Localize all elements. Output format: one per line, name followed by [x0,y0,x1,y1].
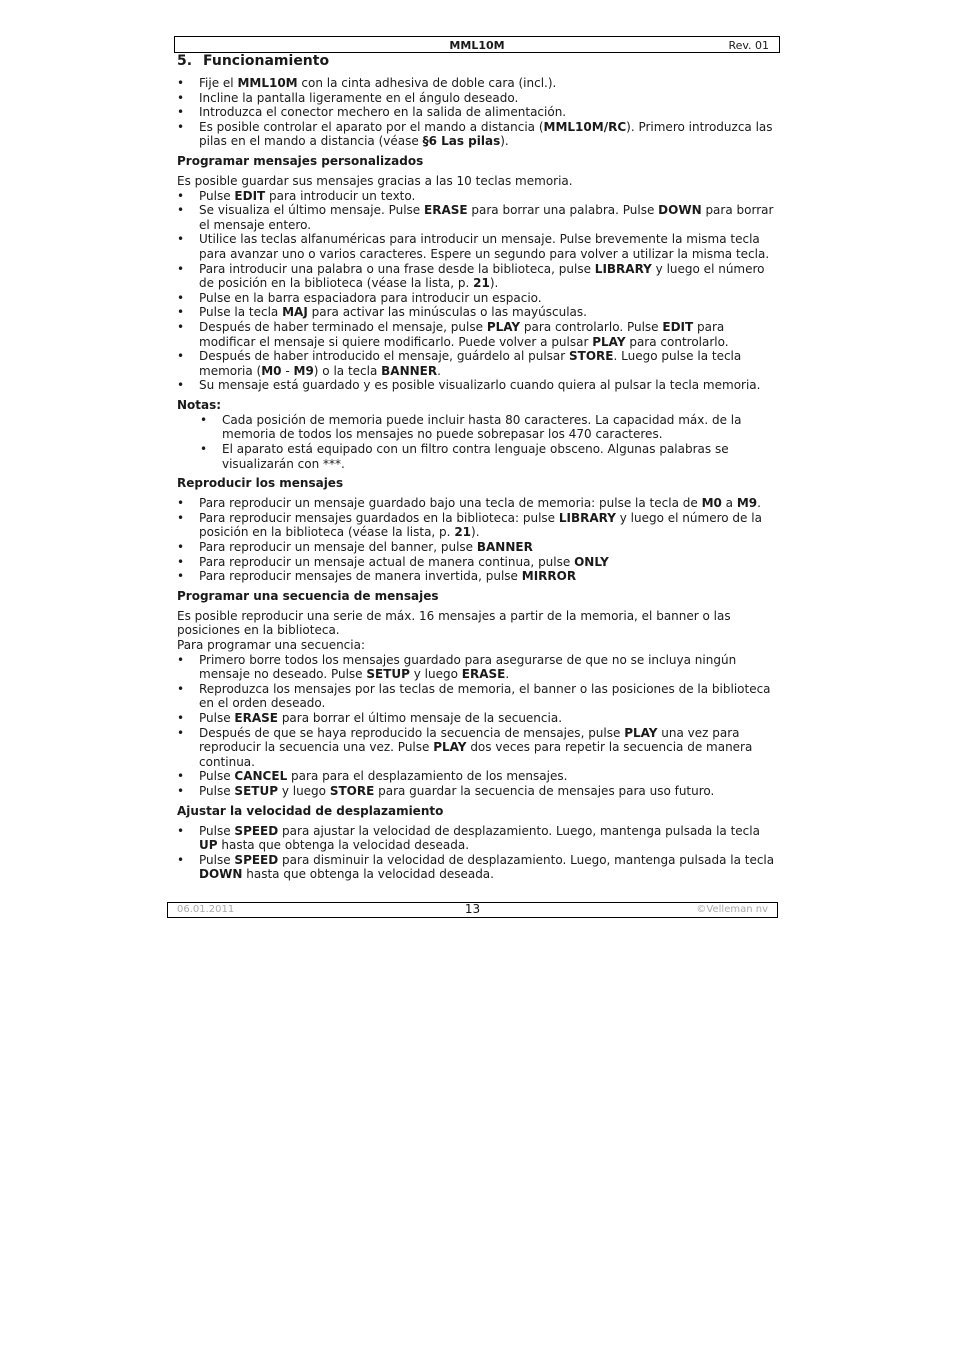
key-term: EDIT [662,319,694,334]
list-item: • Para introducir una palabra o una frase desde la biblioteca, pulse LIBRARY y luego el número de posición en la biblioteca (véase la lista, p. 21). [177,262,777,291]
page-header [174,36,780,53]
list-item: • Pulse la tecla MAJ para activar las minúsculas o las mayúsculas. [177,305,777,320]
key-term: SETUP [234,783,278,798]
key-term: M9 [736,496,758,511]
key-term: MML10M [237,76,298,90]
key-term: ERASE [424,203,468,218]
section-number: 5. [177,53,193,69]
notes-list [177,413,777,471]
key-term: PLAY [624,725,658,740]
key-term: 21 [473,276,490,291]
list-item: • Pulse SPEED para disminuir la velocidad de desplazamiento. Luego, mantenga pulsada la tecla DOWN hasta que obtenga la velocidad deseada. [177,853,777,882]
list-item: • Para reproducir un mensaje del banner, pulse BANNER [177,540,777,555]
intro-list [177,76,777,149]
key-term: SETUP [366,667,410,682]
key-term: SPEED [234,823,279,838]
heading-playback: Reproducir los mensajes [177,476,344,491]
page-content [177,53,777,882]
key-term: STORE [329,783,375,798]
list-item: • Pulse EDIT para introducir un texto. [177,189,777,204]
heading-sequence: Programar una secuencia de mensajes [177,588,439,603]
section-title-text: Funcionamiento [203,53,330,69]
sequence-list [177,653,777,799]
key-term: DOWN [658,203,702,218]
key-term: MIRROR [521,569,577,584]
key-term: PLAY [592,334,626,349]
key-term: STORE [569,349,614,364]
list-item: • Para reproducir mensajes guardados en la biblioteca: pulse LIBRARY y luego el número de la posición en la biblioteca (véase la lista, p. 21). [177,511,777,540]
list-item: • El aparato está equipado con un filtro contra lenguaje obsceno. Algunas palabras se visualizarán con ***. [200,442,777,471]
key-term: M0 [701,496,722,511]
footer-date: 06.01.2011 [177,904,235,915]
list-item: • Se visualiza el último mensaje. Pulse ERASE para borrar una palabra. Pulse DOWN para borrar el mensaje entero. [177,203,777,232]
list-item: • Pulse SETUP y luego STORE para guardar la secuencia de mensajes para uso futuro. [177,784,777,799]
section-title [177,53,777,70]
key-term: M9 [293,363,314,378]
key-term: LIBRARY [558,510,616,525]
list-item: • Pulse ERASE para borrar el último mensaje de la secuencia. [177,711,777,726]
list-item: • Reproduzca los mensajes por las teclas de memoria, el banner o las posiciones de la biblioteca en el orden deseado. [177,682,777,711]
header-revision: Rev. 01 [728,39,769,52]
playback-list [177,496,777,584]
key-term: PLAY [486,319,521,334]
key-term: ERASE [461,667,506,682]
key-term: 21 [454,525,472,540]
list-item: • Pulse en la barra espaciadora para introducir un espacio. [177,291,777,306]
heading-program: Programar mensajes personalizados [177,153,424,168]
key-term: BANNER [476,540,533,555]
page-number: 13 [464,902,481,916]
list-item: • Utilice las teclas alfanuméricas para introducir un mensaje. Pulse brevemente la misma tecla para avanzar uno o varios caracteres. Espere un segundo para volver a utilizar la misma tecla. [177,232,777,261]
speed-list [177,824,777,882]
list-item: • Después de que se haya reproducido la secuencia de mensajes, pulse PLAY una vez para reproducir la secuencia una vez. Pulse PLAY dos veces para repetir la secuencia de manera continua. [177,726,777,770]
list-item: • Pulse CANCEL para para el desplazamiento de los mensajes. [177,769,777,784]
key-term: BANNER [381,363,438,378]
key-term: ONLY [574,554,609,569]
key-term: §6 Las pilas [422,134,501,149]
key-term: MAJ [282,305,308,320]
key-term: MML10M/RC [543,119,627,134]
list-item: • Para reproducir un mensaje guardado bajo una tecla de memoria: pulse la tecla de M0 a M9. [177,496,777,511]
list-item: • Para reproducir mensajes de manera invertida, pulse MIRROR [177,569,777,584]
list-item: • Primero borre todos los mensajes guardado para asegurarse de que no se incluya ningún mensaje no deseado. Pulse SETUP y luego ERASE. [177,653,777,682]
sequence-intro-2: Para programar una secuencia: [177,638,366,652]
list-item: • Es posible controlar el aparato por el mando a distancia (MML10M/RC). Primero introduzca las pilas en el mando a distancia (véase §6 Las pilas). [177,120,777,149]
key-term: UP [199,838,218,853]
key-term: CANCEL [234,769,288,784]
page-footer [167,902,778,918]
key-term: LIBRARY [594,261,652,276]
key-term: M0 [261,363,282,378]
list-item: • Introduzca el conector mechero en la salida de alimentación. [177,105,777,120]
key-term: PLAY [433,740,467,755]
program-list [177,189,777,393]
list-item: • Pulse SPEED para ajustar la velocidad de desplazamiento. Luego, mantenga pulsada la tecla UP hasta que obtenga la velocidad deseada. [177,824,777,853]
list-item: • Para reproducir un mensaje actual de manera continua, pulse ONLY [177,555,777,570]
list-item: • Cada posición de memoria puede incluir hasta 80 caracteres. La capacidad máx. de la memoria de todos los mensajes no puede sobrepasar los 470 caracteres. [200,413,777,442]
list-item: • Su mensaje está guardado y es posible visualizarlo cuando quiera al pulsar la tecla memoria. [177,378,777,393]
key-term: EDIT [234,188,266,203]
key-term: DOWN [199,867,243,882]
notes-label: Notas: [177,397,222,412]
heading-speed: Ajustar la velocidad de desplazamiento [177,803,444,818]
list-item: • Después de haber terminado el mensaje, pulse PLAY para controlarlo. Pulse EDIT para modificar el mensaje si quiere modificarlo. Puede volver a pulsar PLAY para controlarlo. [177,320,777,349]
key-term: SPEED [234,852,279,867]
key-term: ERASE [234,710,278,725]
list-item: • Incline la pantalla ligeramente en el ángulo deseado. [177,91,777,106]
footer-copyright: ©Velleman nv [696,904,768,915]
list-item: • Después de haber introducido el mensaje, guárdelo al pulsar STORE. Luego pulse la tecla memoria (M0 - M9) o la tecla BANNER. [177,349,777,378]
sequence-intro: Es posible reproducir una serie de máx. 16 mensajes a partir de la memoria, el banner o las posiciones en la biblioteca. [177,608,731,638]
list-item: • Fije el MML10M con la cinta adhesiva de doble cara (incl.). [177,76,777,91]
program-intro: Es posible guardar sus mensajes gracias a las 10 teclas memoria. [177,173,573,188]
header-model: MML10M [449,39,505,52]
